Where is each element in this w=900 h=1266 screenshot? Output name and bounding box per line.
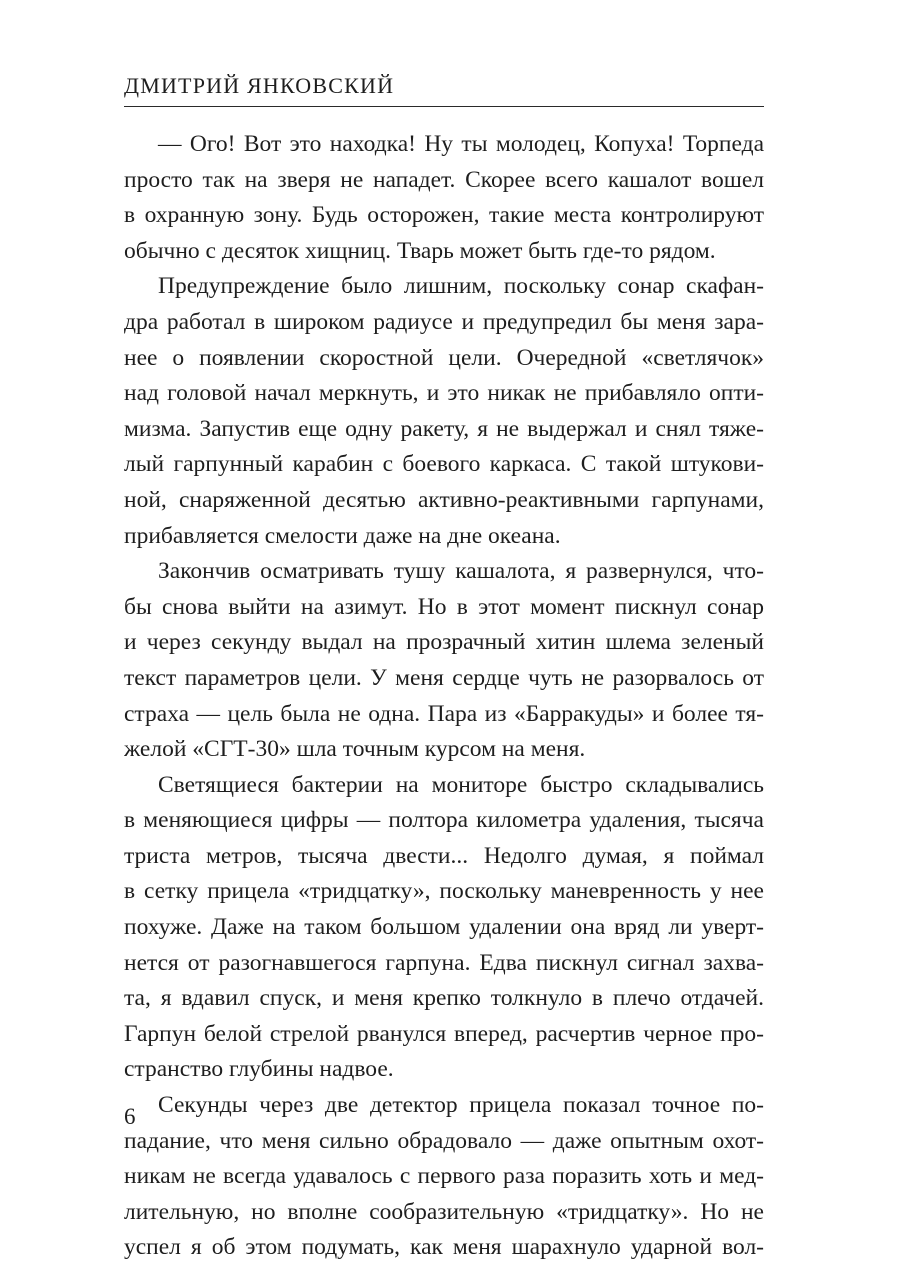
running-head-author: ДМИТРИЙ ЯНКОВСКИЙ	[124, 73, 395, 98]
text-line: успел я об этом подумать, как меня шарахнуло ударной вол-	[124, 1234, 764, 1261]
text-line: и через секунду выдал на прозрачный хитин шлема зеленый	[124, 629, 764, 656]
body-text	[124, 127, 764, 1266]
paragraph	[124, 768, 764, 1088]
text-line: странство глубины надвое.	[124, 1056, 394, 1083]
text-line: бы снова выйти на азимут. Но в этот момент пискнул сонар	[124, 593, 764, 620]
text-line: похуже. Даже на таком большом удалении она вряд ли уверт-	[124, 914, 764, 941]
text-line: нее о появлении скоростной цели. Очередной «светлячок»	[124, 344, 764, 371]
text-line: Закончив осматривать тушу кашалота, я развернулся, что-	[158, 558, 764, 585]
text-line: мизма. Запустив еще одну ракету, я не выдержал и снял тяже-	[124, 415, 764, 442]
page-number: 6	[124, 1104, 136, 1129]
text-line: обычно с десяток хищниц. Тварь может быть где-то рядом.	[124, 237, 716, 264]
paragraph	[124, 554, 764, 768]
text-line: Гарпун белой стрелой рванулся вперед, расчертив черное про-	[124, 1020, 764, 1047]
text-line: Светящиеся бактерии на мониторе быстро складывались	[158, 771, 764, 798]
text-line: прибавляется смелости даже на дне океана.	[124, 522, 561, 549]
text-line: триста метров, тысяча двести... Недолго думая, я поймал	[124, 842, 764, 869]
text-line: просто так на зверя не нападет. Скорее всего кашалот вошел	[124, 166, 764, 193]
text-line: дра работал в широком радиусе и предупредил бы меня зара-	[124, 308, 764, 335]
header-rule	[124, 106, 764, 107]
text-line: — Ого! Вот это находка! Ну ты молодец, Копуха! Торпеда	[158, 131, 764, 157]
text-line: лый гарпунный карабин с боевого каркаса. С такой штукови-	[124, 451, 764, 478]
text-line: Предупреждение было лишним, поскольку сонар скафан-	[158, 273, 764, 300]
text-line: Секунды через две детектор прицела показал точное по-	[158, 1092, 764, 1119]
text-line: та, я вдавил спуск, и меня крепко толкнуло в плечо отдачей.	[124, 985, 764, 1012]
paragraph	[124, 127, 764, 269]
paragraph	[124, 1088, 764, 1266]
text-line: страха — цель была не одна. Пара из «Барракуды» и более тя-	[124, 700, 764, 727]
text-line: нется от разогнавшегося гарпуна. Едва пискнул сигнал захва-	[124, 949, 764, 976]
text-line: ной, снаряженной десятью активно-реактивными гарпунами,	[124, 486, 764, 513]
text-line: лительную, но вполне сообразительную «тридцатку». Но не	[124, 1198, 764, 1225]
text-line: никам не всегда удавалось с первого раза поразить хоть и мед-	[124, 1163, 764, 1190]
text-line: в охранную зону. Будь осторожен, такие места контролируют	[124, 202, 764, 229]
text-line: над головой начал меркнуть, и это никак не прибавляло опти-	[124, 380, 764, 407]
paragraph	[124, 269, 764, 554]
text-line: желой «СГТ-30» шла точным курсом на меня.	[124, 736, 586, 763]
text-line: в сетку прицела «тридцатку», поскольку маневренность у нее	[124, 878, 764, 905]
text-line: текст параметров цели. У меня сердце чуть не разорвалось от	[124, 664, 764, 691]
text-line: в меняющиеся цифры — полтора километра удаления, тысяча	[124, 807, 764, 834]
text-line: падание, что меня сильно обрадовало — даже опытным охот-	[124, 1127, 764, 1154]
